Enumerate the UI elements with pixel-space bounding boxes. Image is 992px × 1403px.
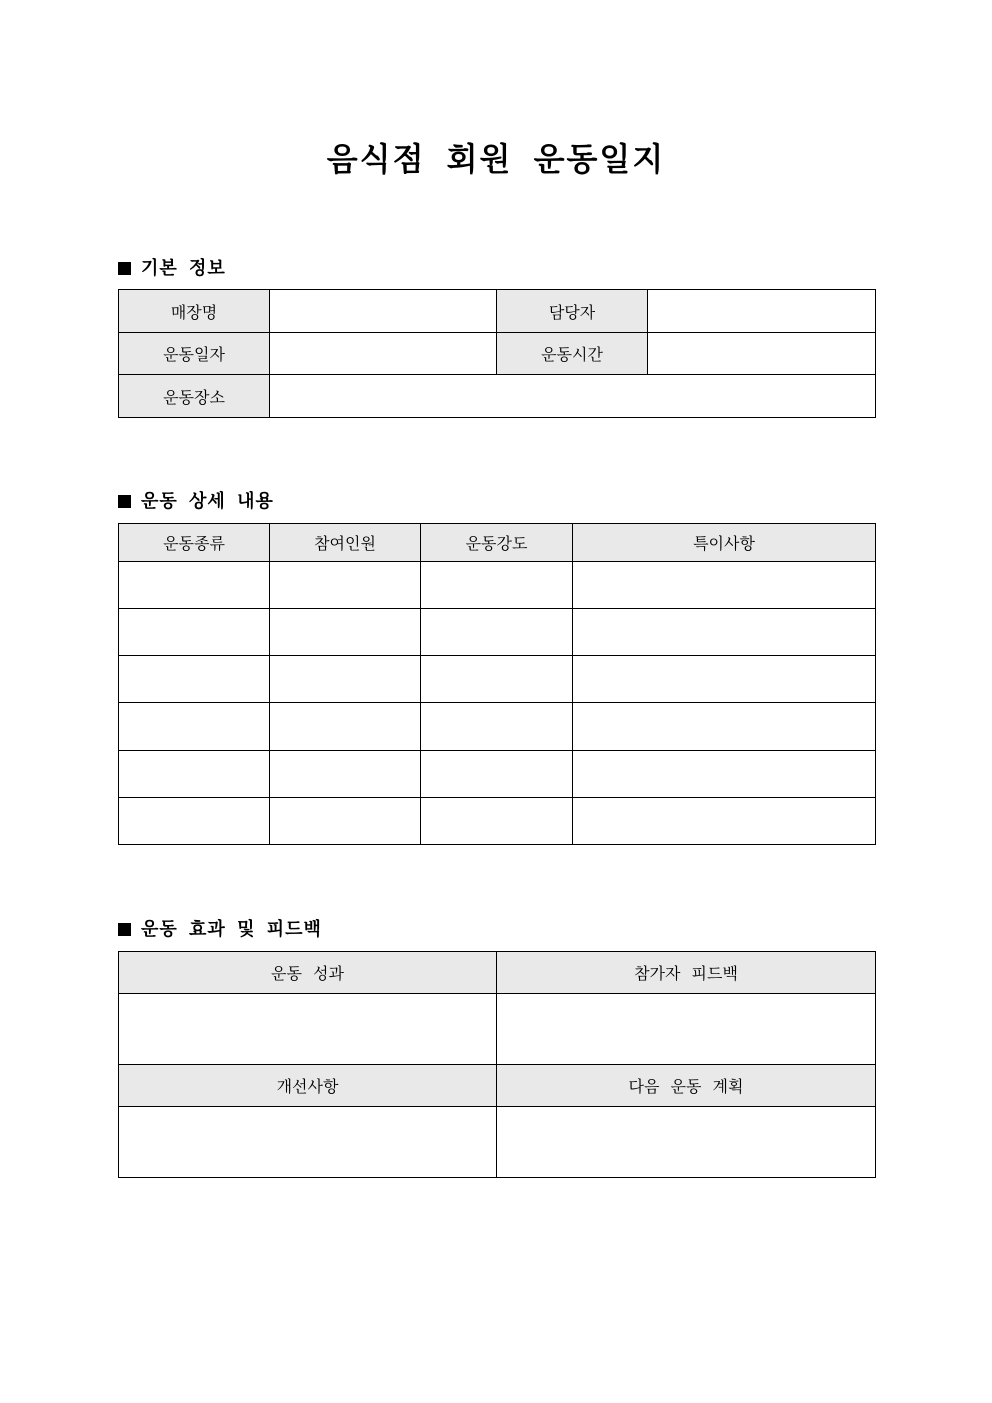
- table-row: [119, 609, 876, 656]
- table-cell[interactable]: [573, 656, 876, 703]
- section-basic-info-title: 기본 정보: [141, 258, 226, 279]
- section-feedback-title: 운동 효과 및 피드백: [141, 919, 322, 940]
- participant-feedback-label: 참가자 피드백: [497, 952, 876, 994]
- table-cell[interactable]: [421, 562, 573, 609]
- square-bullet-icon: [118, 495, 131, 508]
- section-detail-title: 운동 상세 내용: [141, 491, 274, 512]
- section-feedback-heading: [118, 915, 322, 941]
- next-plan-field[interactable]: [497, 1107, 876, 1178]
- square-bullet-icon: [118, 262, 131, 275]
- page-title: 음식점 회원 운동일지: [326, 140, 666, 178]
- table-cell[interactable]: [573, 562, 876, 609]
- next-plan-label: 다음 운동 계획: [497, 1065, 876, 1107]
- table-cell[interactable]: [119, 703, 270, 751]
- column-header-participants: 참여인원: [270, 524, 421, 562]
- table-cell[interactable]: [573, 751, 876, 798]
- result-field[interactable]: [119, 994, 497, 1065]
- table-row: [119, 703, 876, 751]
- table-cell[interactable]: [573, 703, 876, 751]
- square-bullet-icon: [118, 923, 131, 936]
- table-cell[interactable]: [421, 751, 573, 798]
- manager-field[interactable]: [648, 290, 876, 333]
- table-cell[interactable]: [270, 703, 421, 751]
- exercise-time-field[interactable]: [648, 333, 876, 375]
- improvement-label: 개선사항: [119, 1065, 497, 1107]
- store-name-field[interactable]: [270, 290, 497, 333]
- table-cell[interactable]: [119, 798, 270, 845]
- table-cell[interactable]: [270, 562, 421, 609]
- table-cell[interactable]: [119, 609, 270, 656]
- exercise-date-label: 운동일자: [119, 333, 270, 375]
- column-header-type: 운동종류: [119, 524, 270, 562]
- manager-label: 담당자: [497, 290, 648, 333]
- table-row: [119, 562, 876, 609]
- feedback-table: [118, 951, 876, 1178]
- table-cell[interactable]: [421, 703, 573, 751]
- table-cell[interactable]: [270, 609, 421, 656]
- table-cell[interactable]: [270, 798, 421, 845]
- table-row: [119, 798, 876, 845]
- section-detail-heading: [118, 487, 274, 513]
- basic-info-table: [118, 289, 876, 418]
- table-cell[interactable]: [119, 656, 270, 703]
- participant-feedback-field[interactable]: [497, 994, 876, 1065]
- section-basic-info-heading: [118, 254, 226, 280]
- exercise-place-label: 운동장소: [119, 375, 270, 418]
- table-row: [119, 656, 876, 703]
- table-cell[interactable]: [119, 562, 270, 609]
- store-name-label: 매장명: [119, 290, 270, 333]
- table-cell[interactable]: [270, 751, 421, 798]
- column-header-notes: 특이사항: [573, 524, 876, 562]
- table-cell[interactable]: [573, 609, 876, 656]
- table-cell[interactable]: [573, 798, 876, 845]
- exercise-date-field[interactable]: [270, 333, 497, 375]
- table-cell[interactable]: [421, 656, 573, 703]
- table-cell[interactable]: [421, 609, 573, 656]
- table-cell[interactable]: [421, 798, 573, 845]
- column-header-intensity: 운동강도: [421, 524, 573, 562]
- improvement-field[interactable]: [119, 1107, 497, 1178]
- result-label: 운동 성과: [119, 952, 497, 994]
- table-cell[interactable]: [270, 656, 421, 703]
- table-row: [119, 751, 876, 798]
- exercise-detail-table: [118, 523, 876, 845]
- table-cell[interactable]: [119, 751, 270, 798]
- exercise-time-label: 운동시간: [497, 333, 648, 375]
- exercise-place-field[interactable]: [270, 375, 876, 418]
